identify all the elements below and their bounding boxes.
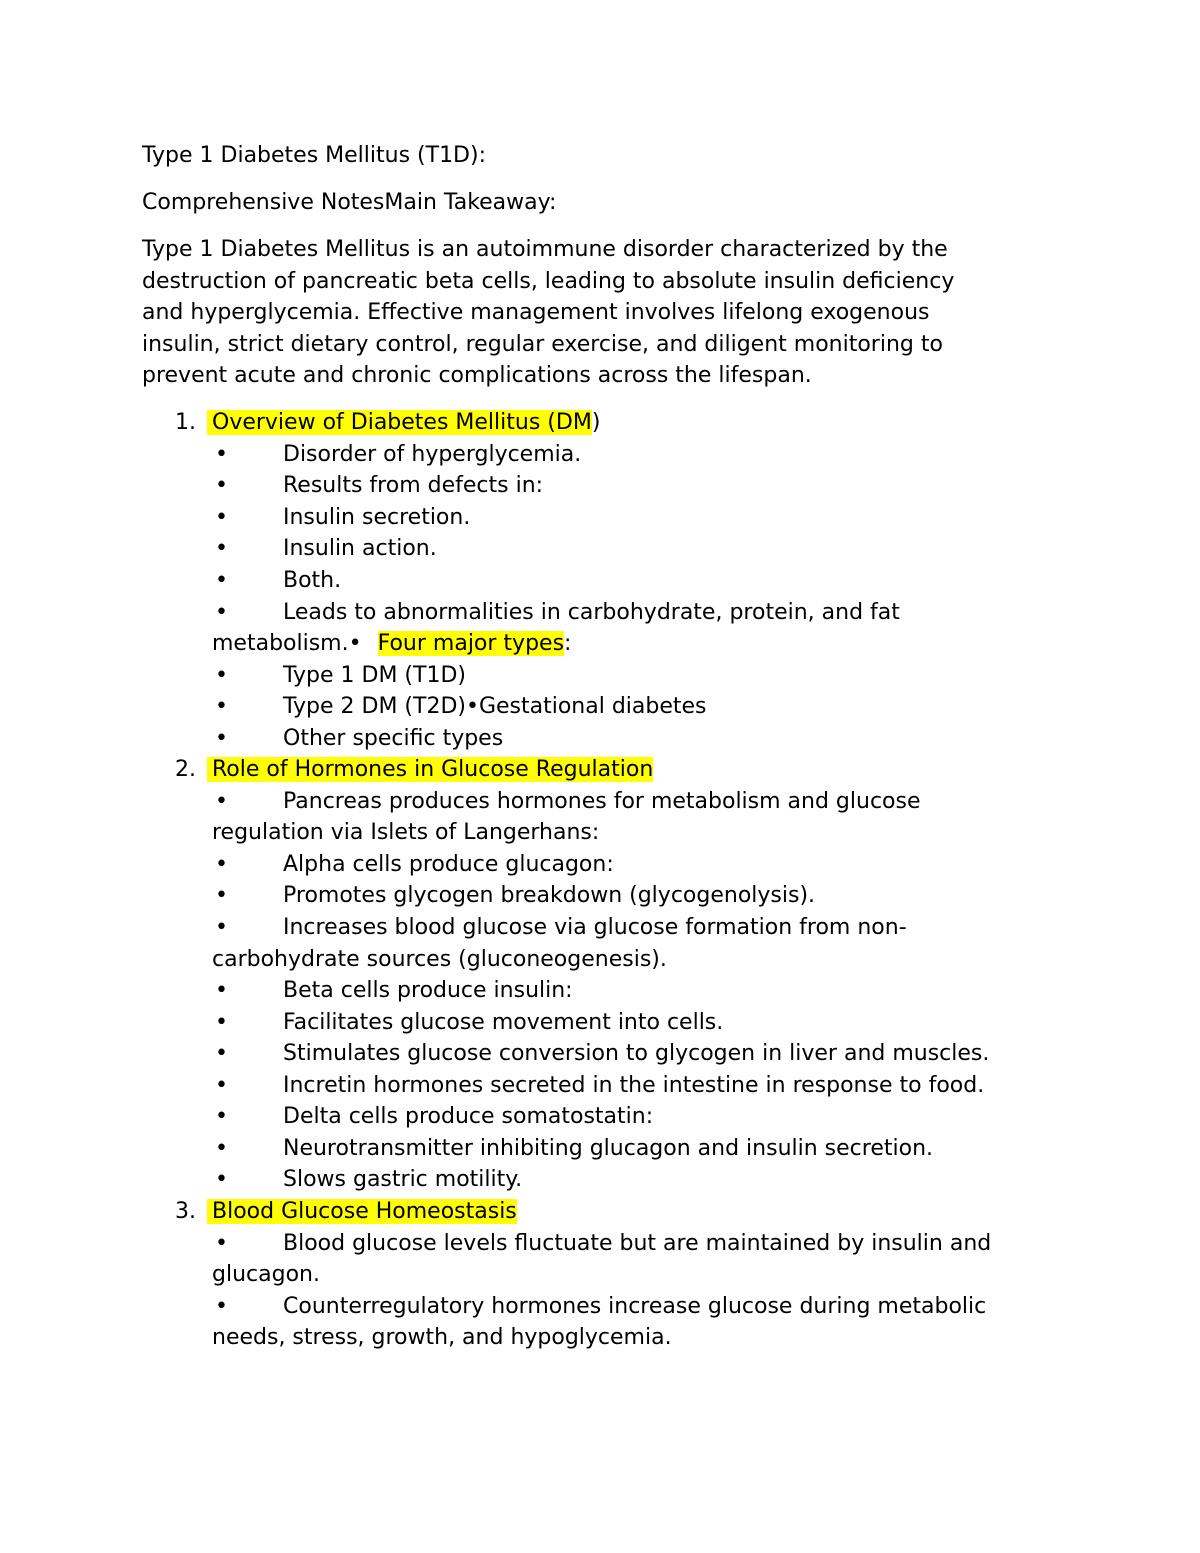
list-item: Promotes glycogen breakdown (glycogenolysis). [283, 883, 816, 908]
list-item: Disorder of hyperglycemia. [283, 442, 582, 467]
list-item-continuation [212, 628, 571, 660]
section-number: 1. [175, 410, 196, 435]
bullet-icon: • [215, 1073, 228, 1098]
bullet-icon: • [215, 789, 228, 814]
list-item-continuation: glucagon. [212, 1262, 320, 1287]
section-heading [207, 1196, 517, 1228]
list-item: Both. [283, 568, 342, 593]
bullet-icon: • [215, 1104, 228, 1129]
document-title: Type 1 Diabetes Mellitus (T1D): [142, 143, 486, 168]
list-item: Pancreas produces hormones for metabolism and glucose [283, 789, 921, 814]
section-number: 2. [175, 757, 196, 782]
bullet-icon: • [215, 536, 228, 561]
bullet-icon: • [215, 852, 228, 877]
bullet-icon: • [215, 1041, 228, 1066]
takeaway-line: prevent acute and chronic complications across the lifespan. [142, 363, 812, 388]
list-item: Insulin action. [283, 536, 437, 561]
bullet-icon: • [215, 473, 228, 498]
bullet-icon: • [215, 1010, 228, 1035]
list-item: Facilitates glucose movement into cells. [283, 1010, 724, 1035]
bullet-icon: • [215, 915, 228, 940]
bullet-icon: • [215, 1231, 228, 1256]
section-number: 3. [175, 1199, 196, 1224]
section-heading-highlight: Overview of Diabetes Mellitus (DM [207, 410, 592, 435]
takeaway-line: insulin, strict dietary control, regular exercise, and diligent monitoring to [142, 332, 943, 357]
list-item: Beta cells produce insulin: [283, 978, 573, 1003]
list-item: Stimulates glucose conversion to glycogen in liver and muscles. [283, 1041, 990, 1066]
section-heading-highlight: Blood Glucose Homeostasis [207, 1199, 517, 1224]
bullet-icon: • [215, 883, 228, 908]
bullet-icon: • [215, 505, 228, 530]
bullet-icon: • [215, 663, 228, 688]
list-item-continuation: needs, stress, growth, and hypoglycemia. [212, 1325, 672, 1350]
bullet-icon: • [215, 600, 228, 625]
list-item: Neurotransmitter inhibiting glucagon and insulin secretion. [283, 1136, 933, 1161]
section-heading-highlight: Role of Hormones in Glucose Regulation [207, 757, 653, 782]
continuation-suffix: : [564, 631, 572, 656]
section-heading [207, 407, 600, 439]
list-item: Counterregulatory hormones increase glucose during metabolic [283, 1294, 987, 1319]
bullet-icon: • [215, 1294, 228, 1319]
list-item: Leads to abnormalities in carbohydrate, protein, and fat [283, 600, 900, 625]
list-item: Delta cells produce somatostatin: [283, 1104, 654, 1129]
bullet-icon: • [215, 568, 228, 593]
takeaway-line: and hyperglycemia. Effective management involves lifelong exogenous [142, 300, 930, 325]
list-item: Other specific types [283, 726, 504, 751]
list-item: Insulin secretion. [283, 505, 471, 530]
bullet-icon: • [215, 694, 228, 719]
bullet-icon: • [215, 1136, 228, 1161]
list-item-continuation: carbohydrate sources (gluconeogenesis). [212, 947, 667, 972]
bullet-icon: • [215, 978, 228, 1003]
bullet-icon: • [215, 442, 228, 467]
takeaway-line: Type 1 Diabetes Mellitus is an autoimmune disorder characterized by the [142, 237, 948, 262]
list-item: Alpha cells produce glucagon: [283, 852, 614, 877]
takeaway-line: destruction of pancreatic beta cells, leading to absolute insulin deficiency [142, 269, 955, 294]
bullet-icon: • [215, 726, 228, 751]
section-heading [207, 754, 653, 786]
section-heading-tail: ) [591, 410, 601, 435]
document-subtitle: Comprehensive NotesMain Takeaway: [142, 190, 557, 215]
four-major-types-highlight: Four major types [377, 631, 565, 656]
bullet-icon: • [215, 1167, 228, 1192]
list-item: Type 2 DM (T2D)•Gestational diabetes [283, 694, 707, 719]
list-item: Increases blood glucose via glucose formation from non- [283, 915, 907, 940]
list-item: Type 1 DM (T1D) [283, 663, 466, 688]
list-item: Blood glucose levels fluctuate but are maintained by insulin and [283, 1231, 992, 1256]
list-item: Incretin hormones secreted in the intestine in response to food. [283, 1073, 985, 1098]
continuation-prefix: metabolism.• [212, 631, 362, 656]
list-item: Slows gastric motility. [283, 1167, 523, 1192]
list-item-continuation: regulation via Islets of Langerhans: [212, 820, 600, 845]
list-item: Results from defects in: [283, 473, 544, 498]
